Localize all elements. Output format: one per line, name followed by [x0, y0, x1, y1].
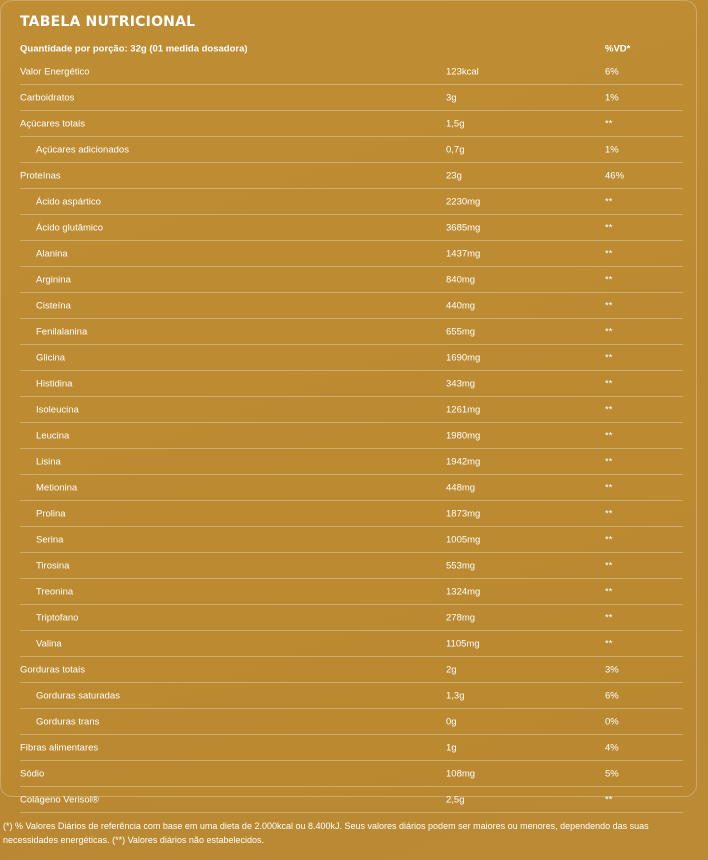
table-row [20, 735, 683, 761]
nutrient-name: Carboidratos [20, 92, 75, 103]
nutrient-name: Triptofano [36, 612, 79, 623]
nutrient-name: Lisina [36, 456, 61, 467]
nutrient-name: Serina [36, 534, 64, 545]
table-row [20, 579, 683, 605]
nutrient-daily-value: 3% [605, 664, 619, 675]
nutrient-amount: 108mg [446, 768, 476, 779]
nutrient-amount: 1261mg [446, 404, 481, 415]
nutrient-amount: 2,5g [446, 794, 465, 805]
nutrient-name: Fibras alimentares [20, 742, 99, 753]
nutrient-name: Prolina [36, 508, 66, 519]
nutrient-daily-value: ** [605, 794, 613, 805]
nutrient-name: Sódio [20, 768, 45, 779]
nutrient-daily-value: ** [605, 456, 613, 467]
nutrient-name: Leucina [36, 430, 70, 441]
nutrient-amount: 343mg [446, 378, 476, 389]
nutrient-daily-value: ** [605, 378, 613, 389]
nutrient-amount: 278mg [446, 612, 476, 623]
nutrient-amount: 1,5g [446, 118, 465, 129]
nutrient-daily-value: 46% [605, 170, 625, 181]
table-row [20, 683, 683, 709]
nutrient-name: Isoleucina [36, 404, 79, 415]
nutrient-amount: 3g [446, 92, 457, 103]
nutrient-daily-value: 6% [605, 66, 619, 77]
nutrient-name: Valina [36, 638, 62, 649]
nutrient-amount: 1980mg [446, 430, 481, 441]
nutrient-amount: 655mg [446, 326, 476, 337]
table-row [20, 163, 683, 189]
nutrient-daily-value: 5% [605, 768, 619, 779]
nutrient-daily-value: ** [605, 586, 613, 597]
nutrient-name: Açúcares adicionados [36, 144, 129, 155]
table-row [20, 267, 683, 293]
table-row [20, 553, 683, 579]
table-row [20, 85, 683, 111]
table-row [20, 371, 683, 397]
nutrient-amount: 1g [446, 742, 457, 753]
nutrient-daily-value: 0% [605, 716, 619, 727]
table-row [20, 215, 683, 241]
serving-size-label: Quantidade por porção: 32g (01 medida dosadora) [20, 43, 248, 55]
table-row [20, 605, 683, 631]
table-row [20, 501, 683, 527]
table-row [20, 241, 683, 267]
nutrient-amount: 1,3g [446, 690, 465, 701]
nutrient-name: Açúcares totais [20, 118, 85, 129]
nutrient-amount: 553mg [446, 560, 476, 571]
table-row [20, 319, 683, 345]
nutrient-amount: 0g [446, 716, 457, 727]
nutrition-table [20, 39, 683, 813]
table-row [20, 709, 683, 735]
table-row [20, 657, 683, 683]
nutrient-name: Gorduras trans [36, 716, 100, 727]
nutrient-amount: 448mg [446, 482, 476, 493]
nutrient-amount: 1690mg [446, 352, 481, 363]
nutrient-name: Ácido glutâmico [36, 222, 104, 233]
nutrient-name: Ácido aspártico [36, 196, 101, 207]
nutrient-daily-value: 1% [605, 92, 619, 103]
nutrient-daily-value: ** [605, 326, 613, 337]
nutrient-daily-value: ** [605, 300, 613, 311]
table-row [20, 345, 683, 371]
table-title: TABELA NUTRICIONAL [20, 14, 196, 30]
nutrient-amount: 0,7g [446, 144, 465, 155]
nutrient-daily-value: 6% [605, 690, 619, 701]
nutrient-name: Metionina [36, 482, 78, 493]
nutrient-daily-value: ** [605, 638, 613, 649]
nutrient-name: Alanina [36, 248, 68, 259]
table-header-row [20, 39, 683, 59]
table-row [20, 449, 683, 475]
nutrient-daily-value: ** [605, 222, 613, 233]
nutrient-amount: 2230mg [446, 196, 481, 207]
nutrient-daily-value: ** [605, 274, 613, 285]
nutrient-amount: 440mg [446, 300, 476, 311]
nutrient-name: Proteínas [20, 170, 61, 181]
table-row [20, 423, 683, 449]
nutrient-name: Tirosina [36, 560, 70, 571]
nutrient-daily-value: ** [605, 560, 613, 571]
daily-value-column-header: %VD* [605, 43, 631, 55]
nutrient-amount: 1437mg [446, 248, 481, 259]
nutrient-daily-value: 1% [605, 144, 619, 155]
nutrient-amount: 1942mg [446, 456, 481, 467]
nutrient-amount: 840mg [446, 274, 476, 285]
nutrient-amount: 1324mg [446, 586, 481, 597]
table-row [20, 475, 683, 501]
nutrient-amount: 3685mg [446, 222, 481, 233]
nutrient-amount: 23g [446, 170, 462, 181]
table-row [20, 397, 683, 423]
table-row [20, 631, 683, 657]
nutrient-name: Fenilalanina [36, 326, 88, 337]
nutrient-daily-value: ** [605, 534, 613, 545]
nutrient-amount: 123kcal [446, 66, 479, 77]
nutrient-daily-value: ** [605, 196, 613, 207]
nutrient-name: Arginina [36, 274, 71, 285]
nutrient-name: Gorduras totais [20, 664, 85, 675]
nutrient-name: Cisteína [36, 300, 71, 311]
nutrient-daily-value: ** [605, 482, 613, 493]
nutrient-name: Histidina [36, 378, 73, 389]
table-row [20, 137, 683, 163]
table-row [20, 761, 683, 787]
nutrient-daily-value: ** [605, 508, 613, 519]
table-body [20, 59, 683, 813]
nutrient-daily-value: ** [605, 248, 613, 259]
table-row [20, 189, 683, 215]
nutrient-amount: 2g [446, 664, 457, 675]
nutrient-daily-value: ** [605, 404, 613, 415]
table-row [20, 787, 683, 813]
nutrient-daily-value: ** [605, 352, 613, 363]
nutrient-name: Glicina [36, 352, 66, 363]
nutrient-daily-value: ** [605, 118, 613, 129]
nutrient-amount: 1873mg [446, 508, 481, 519]
table-row [20, 527, 683, 553]
nutrient-name: Treonina [36, 586, 74, 597]
footnote: (*) % Valores Diários de referência com base em uma dieta de 2.000kcal ou 8.400kJ. Seus valores diários podem ser maiores ou menores, dependendo das suas necessidades energéticas. (**) Valores diários não estabelecidos. [3, 821, 649, 845]
table-row [20, 59, 683, 85]
nutrient-amount: 1105mg [446, 638, 480, 649]
nutrient-daily-value: 4% [605, 742, 619, 753]
table-row [20, 293, 683, 319]
nutrient-amount: 1005mg [446, 534, 481, 545]
nutrient-name: Valor Energético [20, 66, 90, 77]
nutrient-name: Gorduras saturadas [36, 690, 120, 701]
nutrient-name: Colágeno Verisol® [20, 794, 99, 805]
nutrient-daily-value: ** [605, 430, 613, 441]
nutrient-daily-value: ** [605, 612, 613, 623]
table-row [20, 111, 683, 137]
